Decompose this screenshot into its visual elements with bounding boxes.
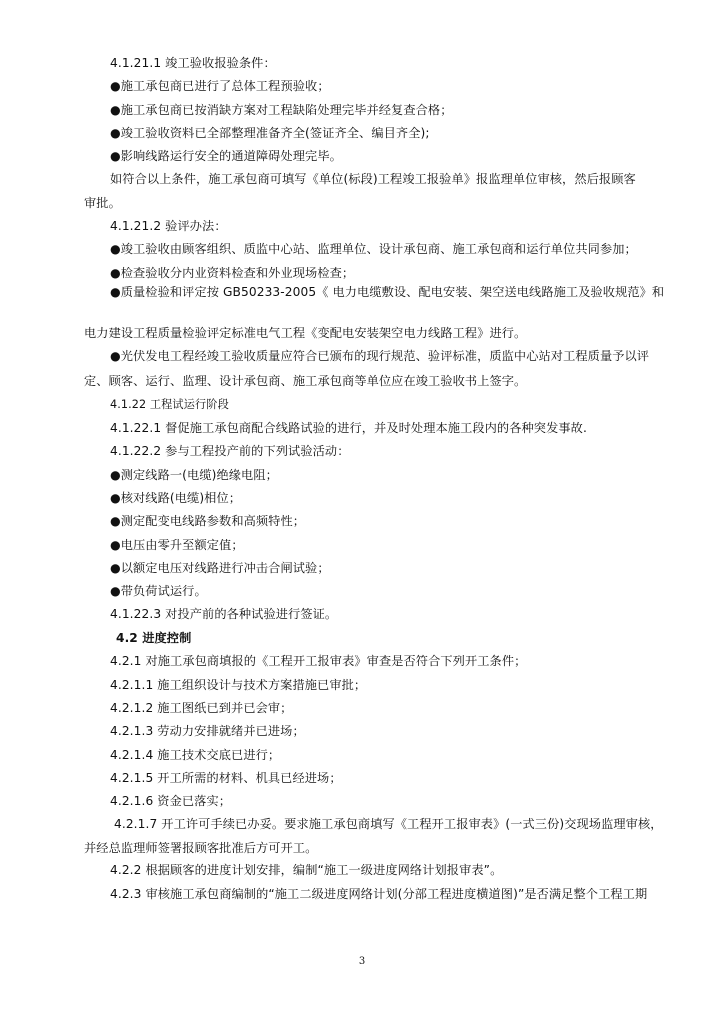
text-line: ●带负荷试运行。 [110,584,207,598]
text-line: 4.1.22.1 督促施工承包商配合线路试验的进行，并及时处理本施工段内的各种突发事故. [110,421,587,435]
text-line: 4.2.1.2 施工图纸已到并已会审； [110,701,293,715]
text-line: ●竣工验收由顾客组织、质监中心站、监理单位、设计承包商、施工承包商和运行单位共同参加； [110,242,637,256]
text-line: 4.2.2 根据顾客的进度计划安排，编制“施工一级进度网络计划报审表”。 [110,863,503,877]
text-line: ●质量检验和评定按 GB50233-2005《 电力电缆敷设、配电安装、架空送电线路施工及验收规范》和 [110,286,665,299]
text-line: 并经总监理师签署报顾客批准后方可开工。 [84,841,318,855]
text-line: ●以额定电压对线路进行冲击合闸试验； [110,561,330,575]
text-line: 4.2.1.3 劳动力安排就绪并已进场； [110,724,305,738]
text-line: 如符合以上条件，施工承包商可填写《单位(标段)工程竣工报验单》报监理单位审核，然后报顾客 [110,172,636,186]
text-line: ●影响线路运行安全的通道障碍处理完毕。 [110,149,342,163]
text-line: 4.2.1.7 开工许可手续已办妥。要求施工承包商填写《工程开工报审表》(一式三份)交现场监理审核， [114,817,663,831]
page-number: 3 [358,956,366,967]
text-line: ●竣工验收资料已全部整理准备齐全(签证齐全、编目齐全); [110,126,430,140]
text-line: 定、顾客、运行、监理、设计承包商、施工承包商等单位应在竣工验收书上签字。 [84,374,527,388]
text-line: ●检查验收分内业资料检查和外业现场检查； [110,266,355,280]
text-line: 4.1.22.3 对投产前的各种试验进行签证。 [110,607,338,621]
text-line: ●电压由零升至额定值； [110,538,244,552]
text-line: 4.2.1.1 施工组织设计与技术方案措施已审批； [110,678,367,692]
text-line: 4.2.1.5 开工所需的材料、机具已经进场； [110,771,342,785]
text-line: 4.1.21.1 竣工验收报验条件： [110,56,276,70]
text-line: 4.1.21.2 验评办法： [110,219,227,233]
text-line: ●光伏发电工程经竣工验收质量应符合已颁布的现行规范、验评标准，质监中心站对工程质量予以评 [110,349,650,363]
text-line: ●施工承包商已进行了总体工程预验收； [110,79,330,93]
text-line: ●核对线路(电缆)相位； [110,491,242,505]
text-line: 4.2.1.6 资金已落实； [110,794,232,808]
text-line: ●测定配变电线路参数和高频特性； [110,514,306,528]
section-heading: 4.2 进度控制 [116,631,192,645]
text-line: ●施工承包商已按消缺方案对工程缺陷处理完毕并经复查合格； [110,103,453,117]
text-line: 电力建设工程质量检验评定标准电气工程《变配电安装架空电力线路工程》进行。 [84,326,527,340]
section-heading: 4.1.22 工程试运行阶段 [110,398,229,411]
text-line: 4.1.22.2 参与工程投产前的下列试验活动： [110,444,350,458]
text-line: 审批。 [84,196,121,210]
text-line: 4.2.1.4 施工技术交底已进行； [110,748,281,762]
text-line: 4.2.3 审核施工承包商编制的“施工二级进度网络计划(分部工程进度横道图)”是否满足整个工程工期 [110,887,648,901]
text-line: 4.2.1 对施工承包商填报的《工程开工报审表》审查是否符合下列开工条件； [110,654,527,668]
text-line: ●测定线路一(电缆)绝缘电阻； [110,468,278,482]
